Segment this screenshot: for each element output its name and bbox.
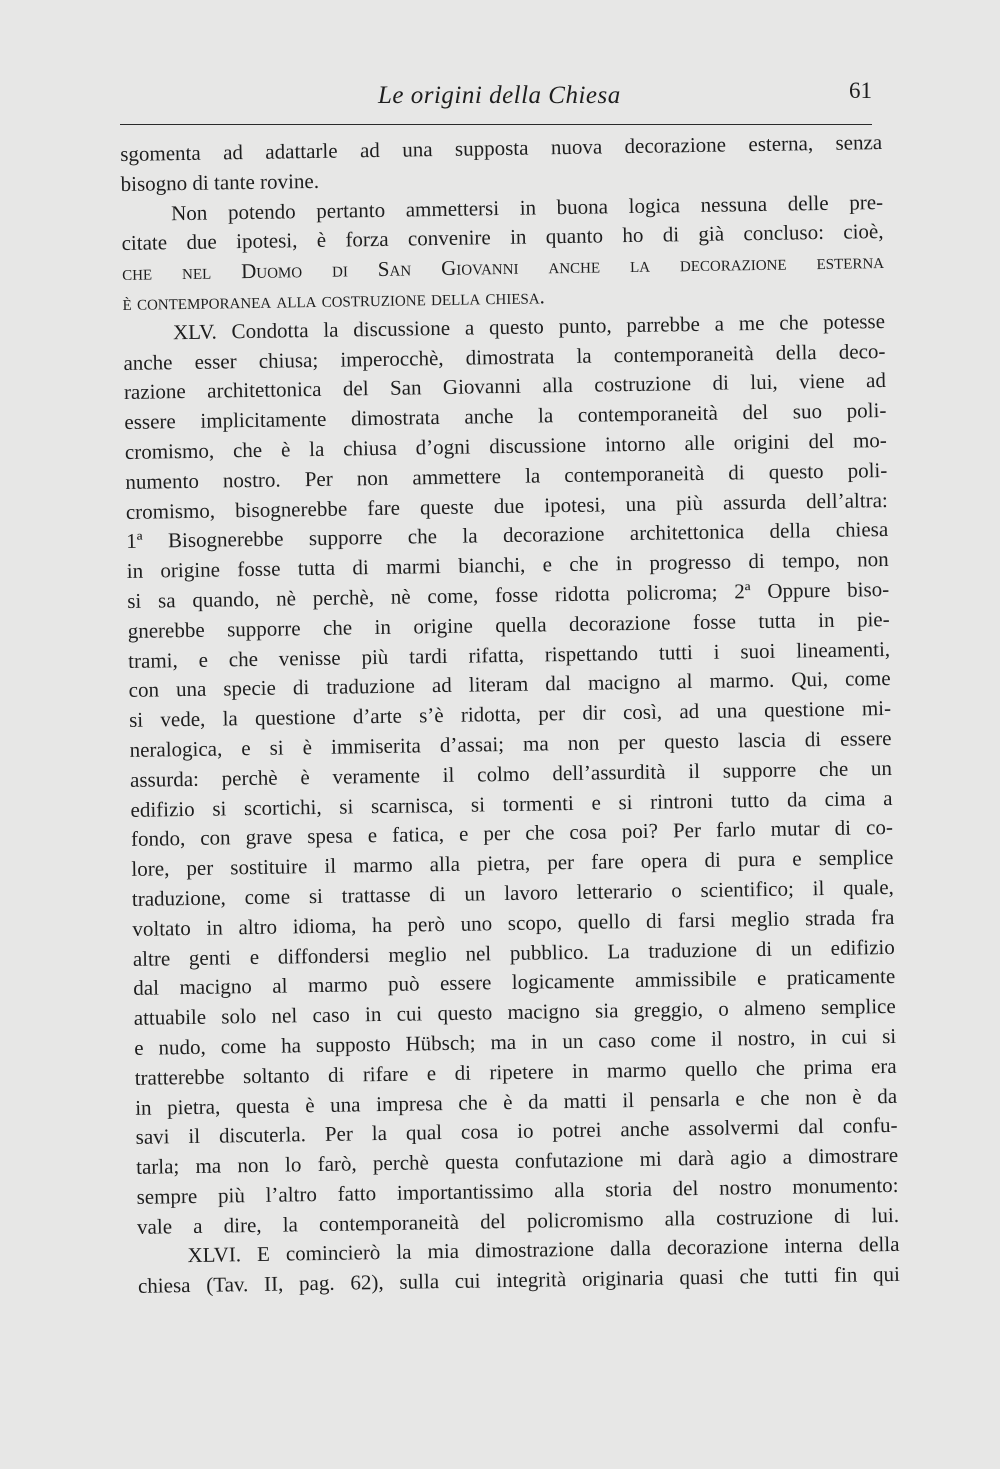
text-line: numento nostro. Per non ammettere la contemporaneità di questo poli-: [125, 457, 888, 494]
text-line: vale a dire, la contemporaneità del policromismo alla costruzione di lui.: [136, 1202, 900, 1239]
text-line: bisogno di tante rovine.: [120, 168, 320, 196]
text-line: 1ª Bisognerebbe supporre che la decorazione architettonica della chiesa: [126, 517, 889, 554]
text-line: sempre più l’altro fatto importantissimo alla storia del nostro monumento:: [136, 1172, 899, 1209]
text-line: XLVI. E comincierò la mia dimostrazione dalla decorazione interna della: [187, 1232, 900, 1268]
text-line: Non potendo pertanto ammettersi in buona logica nessuna delle pre-: [170, 189, 884, 225]
running-title: Le origini della Chiesa: [378, 82, 621, 109]
text-line: si vede, la questione d’arte s’è ridotta, per dir così, ad una questione mi-: [128, 696, 892, 733]
text-line: tarla; ma non lo farò, perchè questa confutazione mi darà agio a dimostrare: [135, 1142, 899, 1179]
text-line: essere implicitamente dimostrata anche la contemporaneità del suo poli-: [124, 398, 887, 435]
text-line: razione architettonica del San Giovanni alla costruzione di lui, viene ad: [123, 368, 887, 405]
text-line: trami, e che venisse più tardi rifatta, rispettando tutti i suoi lineamenti,: [127, 636, 891, 673]
page-number: 61: [849, 78, 872, 103]
text-line: che nel Duomo di San Giovanni anche la decorazione esterna: [121, 249, 885, 286]
text-line: chiesa (Tav. II, pag. 62), sulla cui integrità originaria quasi che tutti fin qui: [137, 1262, 901, 1299]
text-line: attuabile solo nel caso in cui questo macigno sia greggio, o almeno semplice: [133, 994, 896, 1030]
text-line: gnerebbe supporre che in origine quella decorazione fosse tutta in pie-: [127, 606, 890, 643]
text-line: in origine fosse tutta di marmi bianchi, e che in progresso di tempo, non: [126, 547, 889, 584]
text-line: savi il discuterla. Per la qual cosa io potrei anche assolvermi dal confu-: [135, 1113, 898, 1150]
text-line: fondo, con grave spesa e fatica, e per che cosa poi? Per farlo mutar di co-: [130, 815, 894, 852]
text-line: in pietra, questa è una impresa che è da matti il pensarla e che non è da: [135, 1083, 898, 1120]
text-line: lore, per sostituire il marmo alla pietra, per fare opera di pura e semplice: [131, 845, 894, 882]
text-line: altre genti e diffondersi meglio nel pubblico. La traduzione di un edifizio: [132, 934, 895, 971]
text-line: è contemporanea alla costruzione della chiesa.: [122, 284, 546, 315]
text-line: neralogica, e si è immiserita d’assai; ma non per questo lascia di essere: [129, 725, 892, 762]
text-line: voltato in altro idioma, ha però uno scopo, quello di farsi meglio strada fra: [132, 904, 895, 941]
text-line: assurda: perchè è veramente il colmo dell’assurdità il supporre che un: [129, 755, 893, 792]
text-line: tratterebbe soltanto di rifare e di ripetere in marmo quello che prima era: [134, 1053, 897, 1090]
text-line: dal macigno al marmo può essere logicamente ammissibile e praticamente: [133, 964, 896, 1001]
text-line: cromismo, bisognerebbe fare queste due ipotesi, una più assurda dell’altra:: [125, 487, 888, 524]
header-rule: [120, 124, 872, 125]
text-line: sgomenta ad adattarle ad una supposta nuova decorazione esterna, senza: [120, 130, 883, 166]
text-line: cromismo, che è la chiusa d’ogni discussione intorno alle origini del mo-: [124, 427, 887, 464]
text-line: citate due ipotesi, è forza convenire in quanto ho di già concluso: cioè,: [121, 219, 884, 256]
text-line: edifizio si scortichi, si scarnisca, si tormenti e si rintroni tutto da cima a: [130, 785, 893, 822]
text-line: con una specie di traduzione ad literam dal macigno al marmo. Qui, come: [128, 666, 891, 703]
text-line: si sa quando, nè perchè, nè come, fosse ridotta policroma; 2ª Oppure biso-: [127, 576, 890, 613]
running-head: [120, 78, 872, 118]
text-line: e nudo, come ha supposto Hübsch; ma in un caso come il nostro, in cui si: [134, 1023, 897, 1060]
text-line: traduzione, come si trattasse di un lavoro letterario o scientifico; il quale,: [131, 874, 895, 911]
text-line: anche esser chiusa; imperocchè, dimostrata la contemporaneità della deco-: [123, 338, 886, 375]
text-line: XLV. Condotta la discussione a questo punto, parrebbe a me che potesse: [172, 308, 886, 344]
body-text: [120, 128, 900, 1302]
